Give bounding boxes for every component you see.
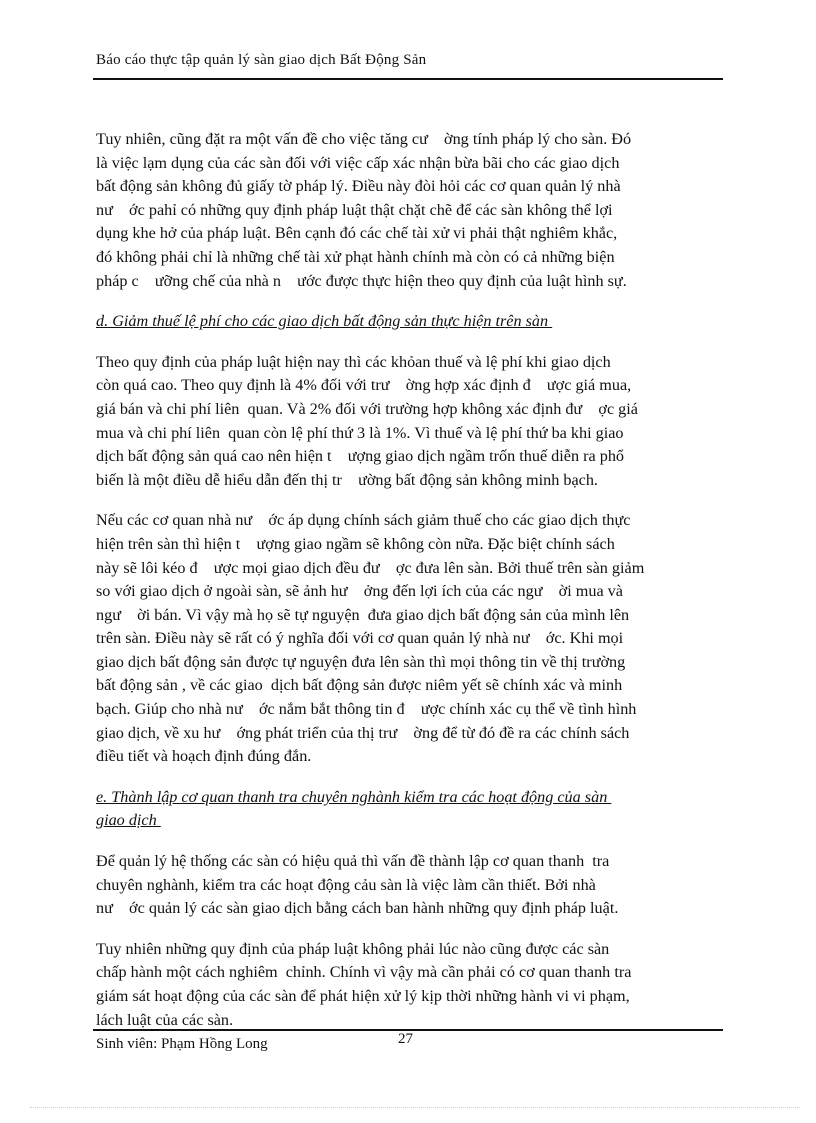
- text-line: nư ớc quản lý các sàn giao dịch bằng cách ban hành những quy định pháp luật.: [96, 899, 619, 918]
- text-line: điều tiết và hoạch định đúng đắn.: [96, 747, 312, 766]
- text-line: giao dịch bất động sản được tự nguyện đưa lên sàn thì mọi thông tin về thị trường: [96, 652, 626, 671]
- section-heading-e: [96, 786, 722, 833]
- text-line: giám sát hoạt động của các sàn để phát hiện xử lý kịp thời những hành vi vi phạm,: [96, 987, 630, 1005]
- text-line: giao dịch, về xu hư ớng phát triển của thị trư ờng để từ đó đề ra các chính sách: [96, 723, 630, 742]
- text-line: này sẽ lôi kéo đ ược mọi giao dịch đều đư ợc đưa lên sàn. Bởi thuế trên sàn giảm: [96, 558, 645, 577]
- text-line: Tuy nhiên những quy định của pháp luật không phải lúc nào cũng được các sàn: [96, 939, 610, 958]
- page-header: [96, 52, 722, 69]
- text-line: ngư ời bán. Vì vậy mà họ sẽ tự nguyện đưa giao dịch bất động sản của mình lên: [96, 605, 630, 624]
- text-line: hiện trên sàn thì hiện t ượng giao ngầm sẽ không còn nữa. Đặc biệt chính sách: [96, 534, 615, 553]
- text-line: bất động sản không đủ giấy tờ pháp lý. Điều này đòi hỏi các cơ quan quản lý nhà: [96, 177, 621, 196]
- text-line: là việc lạm dụng của các sàn đối với việc cấp xác nhận bừa bãi cho các giao dịch: [96, 153, 620, 172]
- paragraph: [96, 128, 722, 293]
- paragraph: [96, 351, 722, 493]
- text-line: lách luật của các sàn.: [96, 1010, 234, 1029]
- footer-student-name: Sinh viên: Phạm Hồng Long: [96, 1036, 268, 1052]
- text-line: Theo quy định của pháp luật hiện nay thì các khỏan thuế và lệ phí khi giao dịch: [96, 352, 611, 371]
- header-title: Báo cáo thực tập quản lý sàn giao dịch Bất Động Sản: [96, 52, 427, 68]
- text-line: so với giao dịch ở ngoài sàn, sẽ ảnh hư ởng đến lợi ích của các ngư ời mua và: [96, 582, 623, 601]
- text-line: đó không phải chỉ là những chế tài xử phạt hành chính mà còn có cả những biện: [96, 247, 615, 266]
- text-line: Để quản lý hệ thống các sàn có hiệu quả thì vấn đề thành lập cơ quan thanh tra: [96, 852, 610, 871]
- text-line: mua và chi phí liên quan còn lệ phí thứ 3 là 1%. Vì thuế và lệ phí thứ ba khi giao: [96, 423, 624, 442]
- text-line: nư ớc pahỉ có những quy định pháp luật thật chặt chẽ để các sàn không thể lợi: [96, 200, 613, 219]
- text-line: Nếu các cơ quan nhà nư ớc áp dụng chính sách giảm thuế cho các giao dịch thực: [96, 511, 631, 530]
- paragraph: [96, 850, 722, 921]
- section-heading-d: [96, 310, 722, 334]
- text-line: giao dịch: [96, 811, 161, 830]
- text-line: dụng khe hở của pháp luật. Bên cạnh đó các chế tài xử vi phải thật nghiêm khắc,: [96, 224, 618, 243]
- header-divider: [93, 78, 723, 80]
- text-line: dịch bất động sản quá cao nên hiện t ượng giao dịch ngầm trốn thuế diễn ra phổ: [96, 447, 625, 466]
- paragraph: [96, 938, 722, 1032]
- text-line: d. Giảm thuế lệ phí cho các giao dịch bất động sản thực hiện trên sàn: [96, 312, 553, 331]
- page-edge-divider: [30, 1107, 800, 1108]
- text-line: chấp hành một cách nghiêm chỉnh. Chính vì vậy mà cần phải có cơ quan thanh tra: [96, 963, 632, 982]
- text-line: biến là một điều dễ hiểu dẫn đến thị tr ường bất động sản không minh bạch.: [96, 470, 598, 489]
- page-number: 27: [398, 1031, 413, 1047]
- text-line: trên sàn. Điều này sẽ rất có ý nghĩa đối với cơ quan quản lý nhà nư ớc. Khi mọi: [96, 629, 624, 648]
- text-line: pháp c ưỡng chế của nhà n ước được thực hiện theo quy định của luật hình sự.: [96, 271, 627, 290]
- text-line: bạch. Giúp cho nhà nư ớc nắm bắt thông tin đ ược chính xác cụ thể về tình hình: [96, 700, 637, 719]
- text-line: Tuy nhiên, cũng đặt ra một vấn đề cho việc tăng cư ờng tính pháp lý cho sàn. Đó: [96, 130, 632, 148]
- paragraph: [96, 509, 722, 769]
- text-line: còn quá cao. Theo quy định là 4% đối với trư ờng hợp xác định đ ược giá mua,: [96, 376, 632, 395]
- text-line: giá bán và chi phí liên quan. Và 2% đối với trường hợp không xác định đư ợc giá: [96, 399, 638, 418]
- text-line: chuyên nghành, kiểm tra các hoạt động cảu sàn là việc làm cần thiết. Bởi nhà: [96, 875, 596, 894]
- text-line: e. Thành lập cơ quan thanh tra chuyên nghành kiểm tra các hoạt động của sàn: [96, 787, 612, 806]
- document-body: [96, 128, 722, 1049]
- text-line: bất động sản , về các giao dịch bất động sản được niêm yết sẽ chính xác và minh: [96, 676, 623, 695]
